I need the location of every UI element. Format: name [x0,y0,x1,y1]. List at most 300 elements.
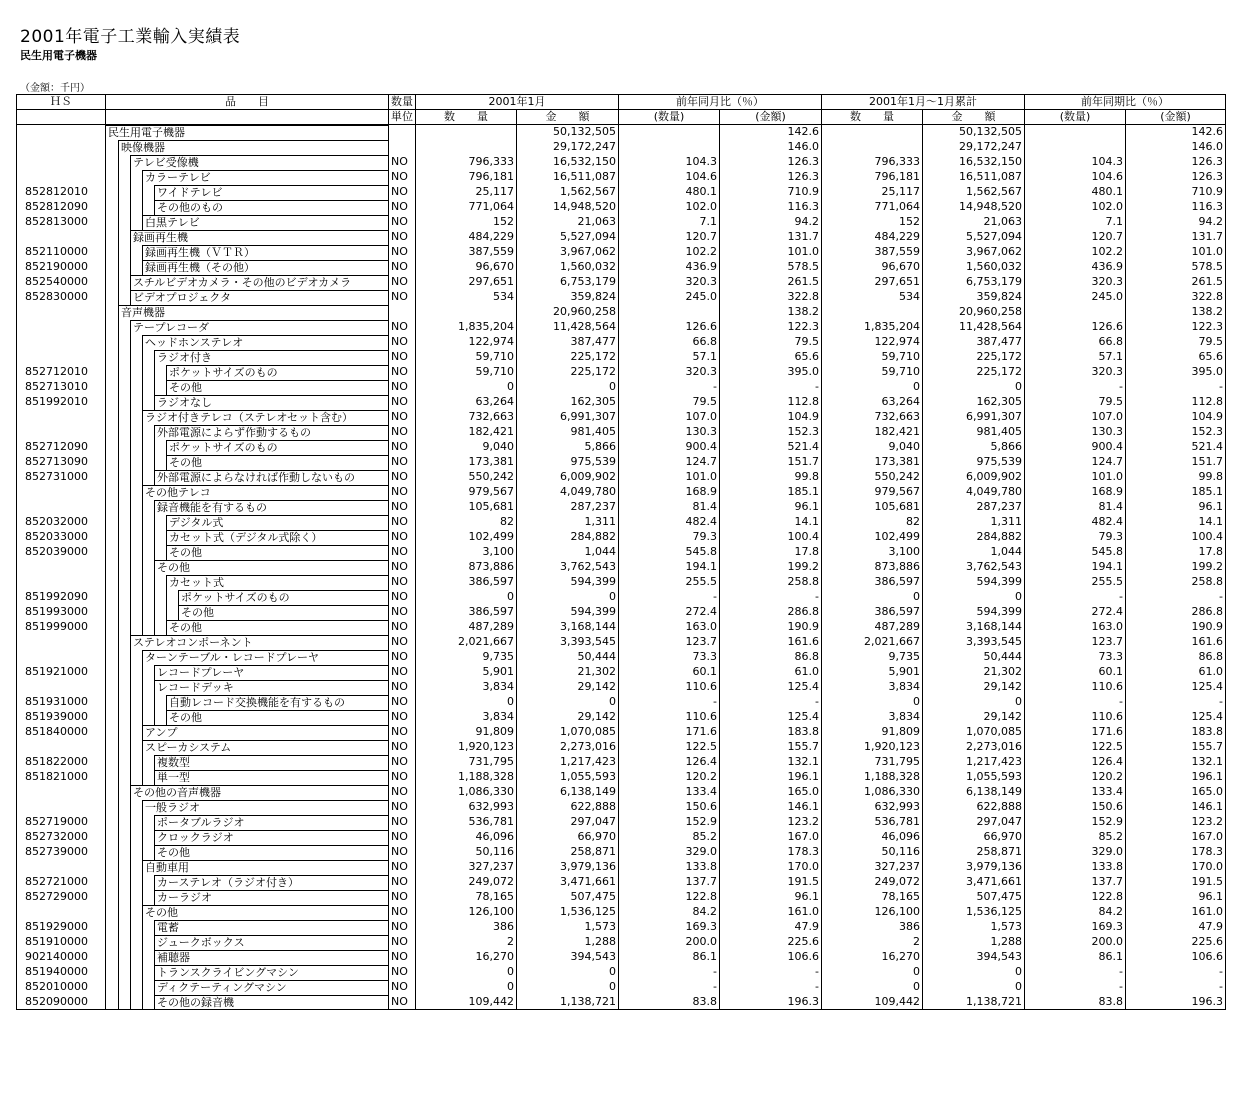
amount-yoy-cell: 151.7 [720,455,822,470]
hs-code [17,305,106,320]
cum-amount-yoy-cell: 125.4 [1126,680,1226,695]
cum-amount-yoy-cell: 138.2 [1126,305,1226,320]
item-name-cell [106,215,389,230]
cum-amount-cell: 1,070,085 [923,725,1025,740]
cum-amount-yoy-cell: 94.2 [1126,215,1226,230]
qty-yoy-cell: 122.5 [619,740,720,755]
hs-code [17,425,106,440]
item-name: ワイドテレビ [154,185,388,200]
cum-qty-cell: 487,289 [822,620,923,635]
cum-amount-cell: 297,047 [923,815,1025,830]
table-row [17,470,1226,485]
qty-yoy-cell: 102.0 [619,200,720,215]
item-name-cell [106,935,389,950]
item-name-cell [106,200,389,215]
unit-cell: NO [389,695,416,710]
qty-yoy-cell: 133.4 [619,785,720,800]
cum-amount-yoy-cell: 122.3 [1126,320,1226,335]
header-cum-qty-yoy: (数量) [1025,110,1126,125]
cum-amount-yoy-cell: - [1126,380,1226,395]
qty-cell: 487,289 [416,620,517,635]
hs-code: 902140000 [17,950,106,965]
table-row [17,140,1226,155]
unit-cell [389,305,416,320]
cum-qty-cell: 796,333 [822,155,923,170]
amount-cell: 0 [517,695,619,710]
qty-yoy-cell: 120.2 [619,770,720,785]
amount-cell: 1,288 [517,935,619,950]
item-name: アンプ [142,725,388,740]
hs-code: 852813000 [17,215,106,230]
amount-cell: 3,762,543 [517,560,619,575]
cum-amount-cell: 50,444 [923,650,1025,665]
item-name-cell [106,905,389,920]
cum-amount-cell: 4,049,780 [923,485,1025,500]
table-row [17,965,1226,980]
item-name-cell [106,260,389,275]
cum-qty-yoy-cell: 101.0 [1025,470,1126,485]
hs-code: 851921000 [17,665,106,680]
cum-amount-cell: 6,009,902 [923,470,1025,485]
table-row [17,725,1226,740]
cum-amount-yoy-cell: 146.0 [1126,140,1226,155]
cum-qty-cell: 91,809 [822,725,923,740]
table-row [17,815,1226,830]
cum-amount-cell: 6,138,149 [923,785,1025,800]
item-name: ポケットサイズのもの [178,590,388,605]
amount-yoy-cell: 132.1 [720,755,822,770]
cum-amount-yoy-cell: 101.0 [1126,245,1226,260]
cum-qty-cell: 126,100 [822,905,923,920]
amount-yoy-cell: 395.0 [720,365,822,380]
cum-qty-yoy-cell: 255.5 [1025,575,1126,590]
header-cumulative-yoy: 前年同期比（％） [1025,95,1226,110]
item-name-cell [106,755,389,770]
item-name: ポータブルラジオ [154,815,388,830]
cum-qty-yoy-cell: 79.3 [1025,530,1126,545]
amount-yoy-cell: 101.0 [720,245,822,260]
table-row [17,170,1226,185]
cum-qty-cell: 0 [822,380,923,395]
qty-cell: 1,920,123 [416,740,517,755]
qty-cell: 5,901 [416,665,517,680]
item-name-cell [106,950,389,965]
qty-cell: 327,237 [416,860,517,875]
qty-cell: 2,021,667 [416,635,517,650]
cum-amount-cell: 0 [923,980,1025,995]
qty-cell: 59,710 [416,350,517,365]
amount-yoy-cell: 94.2 [720,215,822,230]
amount-cell: 66,970 [517,830,619,845]
table-row [17,860,1226,875]
header-item: 品 目 [106,95,389,110]
amount-cell: 1,560,032 [517,260,619,275]
cum-qty-cell: 82 [822,515,923,530]
table-row [17,995,1226,1010]
cum-qty-yoy-cell: 104.6 [1025,170,1126,185]
item-name-cell [106,560,389,575]
hs-code [17,125,106,140]
qty-yoy-cell: 122.8 [619,890,720,905]
cum-amount-yoy-cell: 17.8 [1126,545,1226,560]
amount-yoy-cell: 96.1 [720,890,822,905]
qty-cell: 386 [416,920,517,935]
item-name: 自動レコード交換機能を有するもの [166,695,388,710]
unit-cell: NO [389,515,416,530]
cum-amount-cell: 1,055,593 [923,770,1025,785]
unit-cell: NO [389,185,416,200]
qty-cell: 25,117 [416,185,517,200]
cum-qty-cell: 63,264 [822,395,923,410]
amount-yoy-cell: 17.8 [720,545,822,560]
cum-amount-cell: 359,824 [923,290,1025,305]
cum-qty-yoy-cell: 169.3 [1025,920,1126,935]
cum-qty-yoy-cell: 245.0 [1025,290,1126,305]
qty-cell: 297,651 [416,275,517,290]
qty-yoy-cell: 104.6 [619,170,720,185]
qty-yoy-cell: 255.5 [619,575,720,590]
table-row [17,950,1226,965]
qty-yoy-cell: 545.8 [619,545,720,560]
cum-qty-cell: 297,651 [822,275,923,290]
cum-qty-cell: 1,920,123 [822,740,923,755]
item-name: その他 [154,845,388,860]
cum-amount-yoy-cell: 178.3 [1126,845,1226,860]
cum-qty-yoy-cell: 60.1 [1025,665,1126,680]
item-name-cell [106,470,389,485]
item-name-cell [106,785,389,800]
qty-cell: 0 [416,965,517,980]
table-row [17,485,1226,500]
item-name: カーラジオ [154,890,388,905]
item-name: レコードプレーヤ [154,665,388,680]
amount-yoy-cell: 126.3 [720,170,822,185]
cum-amount-yoy-cell: 99.8 [1126,470,1226,485]
table-row [17,740,1226,755]
table-row [17,425,1226,440]
table-row [17,605,1226,620]
cum-amount-cell: 981,405 [923,425,1025,440]
hs-code: 852713010 [17,380,106,395]
qty-yoy-cell: 79.3 [619,530,720,545]
item-name-cell [106,710,389,725]
cum-qty-yoy-cell: 436.9 [1025,260,1126,275]
cum-amount-yoy-cell: 710.9 [1126,185,1226,200]
cum-qty-cell: 0 [822,965,923,980]
qty-cell [416,140,517,155]
cum-amount-yoy-cell: 146.1 [1126,800,1226,815]
cum-qty-cell: 873,886 [822,560,923,575]
cum-amount-cell: 3,471,661 [923,875,1025,890]
table-row [17,650,1226,665]
table-row [17,695,1226,710]
cum-amount-yoy-cell: 521.4 [1126,440,1226,455]
hs-code: 852540000 [17,275,106,290]
hs-code: 851822000 [17,755,106,770]
cum-amount-cell: 1,562,567 [923,185,1025,200]
cum-amount-cell: 162,305 [923,395,1025,410]
unit-cell: NO [389,155,416,170]
amount-yoy-cell: 185.1 [720,485,822,500]
item-name-cell [106,800,389,815]
header-item-blank [106,110,389,125]
item-name: ラジオ付き [154,350,388,365]
qty-cell: 9,735 [416,650,517,665]
qty-cell: 63,264 [416,395,517,410]
cum-qty-cell: 0 [822,695,923,710]
cum-qty-yoy-cell: 81.4 [1025,500,1126,515]
item-name: 録画再生機（その他） [142,260,388,275]
cum-qty-yoy-cell: 133.4 [1025,785,1126,800]
cum-qty-yoy-cell: 85.2 [1025,830,1126,845]
amount-cell: 4,049,780 [517,485,619,500]
cum-qty-yoy-cell: 168.9 [1025,485,1126,500]
amount-cell: 284,882 [517,530,619,545]
table-row [17,590,1226,605]
cum-amount-cell: 3,762,543 [923,560,1025,575]
cum-amount-yoy-cell: - [1126,590,1226,605]
unit-cell: NO [389,815,416,830]
qty-cell: 550,242 [416,470,517,485]
cum-qty-cell: 152 [822,215,923,230]
cum-amount-yoy-cell: 578.5 [1126,260,1226,275]
cum-amount-yoy-cell: 190.9 [1126,620,1226,635]
amount-cell: 3,393,545 [517,635,619,650]
header-cum-amount-yoy: (金額) [1126,110,1226,125]
unit-cell: NO [389,590,416,605]
qty-yoy-cell: 130.3 [619,425,720,440]
unit-cell: NO [389,920,416,935]
cum-amount-cell: 29,172,247 [923,140,1025,155]
item-name: 外部電源によらず作動するもの [154,425,388,440]
item-name-cell [106,170,389,185]
qty-cell: 732,663 [416,410,517,425]
hs-code [17,170,106,185]
amount-yoy-cell: 161.0 [720,905,822,920]
item-name-cell [106,620,389,635]
item-name-cell [106,140,389,155]
cum-qty-yoy-cell: 102.2 [1025,245,1126,260]
amount-yoy-cell: 126.3 [720,155,822,170]
cum-amount-yoy-cell: 106.6 [1126,950,1226,965]
qty-yoy-cell: 120.7 [619,230,720,245]
item-name: 外部電源によらなければ作動しないもの [154,470,388,485]
hs-code: 851840000 [17,725,106,740]
hs-code: 851931000 [17,695,106,710]
qty-yoy-cell: 81.4 [619,500,720,515]
hs-code: 851939000 [17,710,106,725]
cum-qty-yoy-cell: 126.4 [1025,755,1126,770]
cum-amount-cell: 975,539 [923,455,1025,470]
item-name-cell [106,695,389,710]
qty-cell: 484,229 [416,230,517,245]
table-row [17,560,1226,575]
cum-amount-cell: 21,302 [923,665,1025,680]
item-name: その他の音声機器 [130,785,388,800]
amount-yoy-cell: 86.8 [720,650,822,665]
item-name: 白黒テレビ [142,215,388,230]
hs-code: 852712010 [17,365,106,380]
table-row [17,245,1226,260]
table-row [17,515,1226,530]
amount-yoy-cell: 112.8 [720,395,822,410]
cum-amount-cell: 1,560,032 [923,260,1025,275]
table-row [17,530,1226,545]
item-name-cell [106,815,389,830]
cum-amount-yoy-cell: - [1126,965,1226,980]
table-row [17,770,1226,785]
qty-cell: 3,834 [416,710,517,725]
cum-amount-yoy-cell: 131.7 [1126,230,1226,245]
amount-cell: 16,532,150 [517,155,619,170]
hs-code: 852739000 [17,845,106,860]
cum-amount-cell: 1,288 [923,935,1025,950]
header-month: 2001年1月 [416,95,619,110]
cum-qty-yoy-cell [1025,140,1126,155]
cum-qty-cell: 979,567 [822,485,923,500]
cum-qty-cell: 0 [822,980,923,995]
item-name: ヘッドホンステレオ [142,335,388,350]
item-name-cell [106,995,389,1010]
unit-cell: NO [389,545,416,560]
cum-qty-cell: 1,188,328 [822,770,923,785]
unit-cell: NO [389,620,416,635]
item-name: 音声機器 [118,305,388,320]
cum-qty-yoy-cell: 124.7 [1025,455,1126,470]
cum-amount-cell: 507,475 [923,890,1025,905]
hs-code [17,635,106,650]
table-row [17,185,1226,200]
item-name: その他テレコ [142,485,388,500]
amount-yoy-cell: 116.3 [720,200,822,215]
qty-yoy-cell: 320.3 [619,275,720,290]
cum-qty-cell: 550,242 [822,470,923,485]
unit-cell: NO [389,365,416,380]
cum-qty-cell: 102,499 [822,530,923,545]
qty-cell: 386,597 [416,575,517,590]
item-name-cell [106,440,389,455]
cum-amount-yoy-cell: 183.8 [1126,725,1226,740]
qty-yoy-cell: 102.2 [619,245,720,260]
cum-qty-cell: 122,974 [822,335,923,350]
amount-cell: 1,138,721 [517,995,619,1010]
unit-cell: NO [389,650,416,665]
unit-cell: NO [389,935,416,950]
cum-qty-yoy-cell: 329.0 [1025,845,1126,860]
cum-amount-yoy-cell: 79.5 [1126,335,1226,350]
cum-qty-yoy-cell: 107.0 [1025,410,1126,425]
amount-yoy-cell: 178.3 [720,845,822,860]
cum-amount-cell: 14,948,520 [923,200,1025,215]
cum-amount-cell: 3,393,545 [923,635,1025,650]
hs-code [17,230,106,245]
item-name: 録画再生機（ＶＴＲ） [142,245,388,260]
hs-code: 851940000 [17,965,106,980]
amount-yoy-cell: 165.0 [720,785,822,800]
amount-cell: 0 [517,590,619,605]
cum-qty-yoy-cell: 104.3 [1025,155,1126,170]
qty-cell: 122,974 [416,335,517,350]
item-name: その他 [166,545,388,560]
qty-cell: 3,834 [416,680,517,695]
unit-cell: NO [389,425,416,440]
qty-yoy-cell: 245.0 [619,290,720,305]
item-name-cell [106,650,389,665]
qty-cell [416,125,517,140]
hs-code: 852721000 [17,875,106,890]
cum-qty-yoy-cell: 79.5 [1025,395,1126,410]
amount-cell: 11,428,564 [517,320,619,335]
table-row [17,980,1226,995]
qty-yoy-cell: 110.6 [619,710,720,725]
cum-amount-yoy-cell: 96.1 [1126,500,1226,515]
cum-amount-yoy-cell: 126.3 [1126,155,1226,170]
amount-cell: 29,172,247 [517,140,619,155]
cum-amount-cell: 21,063 [923,215,1025,230]
qty-cell: 152 [416,215,517,230]
table-row [17,635,1226,650]
table-row [17,260,1226,275]
cum-amount-cell: 0 [923,590,1025,605]
amount-cell: 6,991,307 [517,410,619,425]
unit-cell: NO [389,200,416,215]
cum-amount-cell: 3,168,144 [923,620,1025,635]
unit-cell: NO [389,995,416,1010]
qty-cell: 3,100 [416,545,517,560]
hs-code: 852033000 [17,530,106,545]
amount-cell: 387,477 [517,335,619,350]
cum-qty-cell: 0 [822,590,923,605]
amount-cell: 3,168,144 [517,620,619,635]
cum-qty-yoy-cell: 120.2 [1025,770,1126,785]
amount-yoy-cell: 199.2 [720,560,822,575]
cum-amount-yoy-cell: 167.0 [1126,830,1226,845]
cum-qty-cell: 732,663 [822,410,923,425]
cum-qty-cell: 59,710 [822,365,923,380]
table-row [17,800,1226,815]
cum-qty-yoy-cell: 57.1 [1025,350,1126,365]
item-name: ディクテーティングマシン [154,980,388,995]
cum-qty-yoy-cell: 83.8 [1025,995,1126,1010]
qty-yoy-cell: 137.7 [619,875,720,890]
cum-amount-cell: 594,399 [923,605,1025,620]
hs-code: 852010000 [17,980,106,995]
item-name-cell [106,380,389,395]
cum-amount-cell: 5,527,094 [923,230,1025,245]
unit-cell: NO [389,560,416,575]
qty-cell: 173,381 [416,455,517,470]
item-name-cell [106,335,389,350]
hs-code: 852719000 [17,815,106,830]
item-name: ポケットサイズのもの [166,365,388,380]
unit-cell: NO [389,290,416,305]
cum-qty-yoy-cell: 122.5 [1025,740,1126,755]
hs-code: 852032000 [17,515,106,530]
cum-qty-yoy-cell: 73.3 [1025,650,1126,665]
qty-cell: 9,040 [416,440,517,455]
table-row [17,410,1226,425]
amount-cell: 0 [517,965,619,980]
table-row [17,440,1226,455]
amount-yoy-cell: - [720,965,822,980]
unit-cell: NO [389,320,416,335]
hs-code [17,320,106,335]
item-name-cell [106,410,389,425]
item-name-cell [106,665,389,680]
item-name-cell [106,845,389,860]
unit-cell: NO [389,245,416,260]
unit-cell: NO [389,260,416,275]
